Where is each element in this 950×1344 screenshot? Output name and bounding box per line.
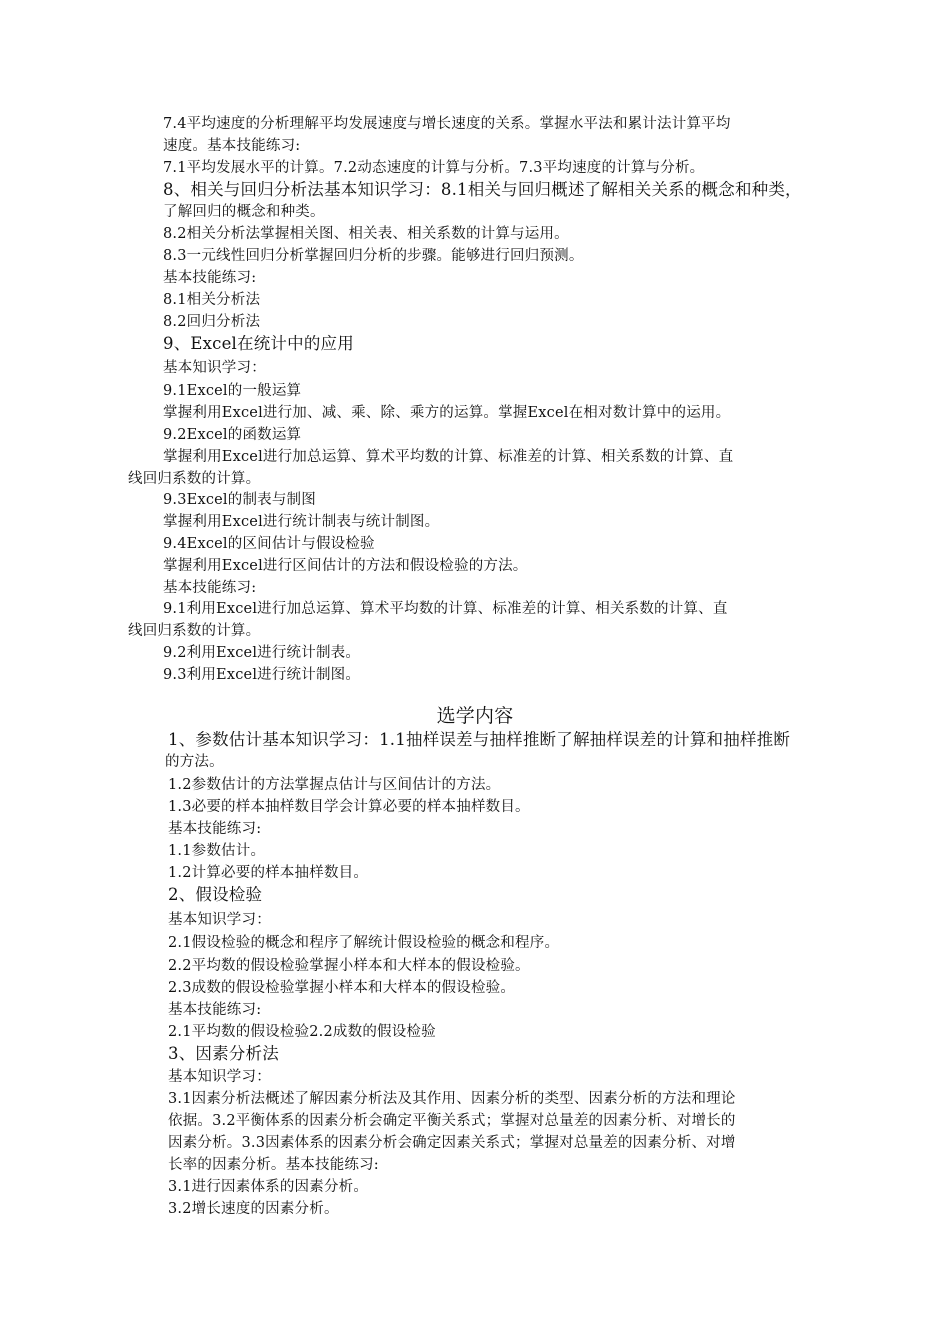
section-heading-8: 8、相关与回归分析法基本知识学习：8.1相关与回归概述了解相关关系的概念和种类，	[163, 180, 802, 199]
text-line: 基本技能练习:	[168, 821, 262, 837]
text-line: 线回归系数的计算。	[128, 471, 261, 487]
text-line: 基本技能练习:	[168, 1002, 262, 1018]
text-line: 2.1假设检验的概念和程序了解统计假设检验的概念和程序。	[168, 935, 560, 951]
text-line: 9.3Excel的制表与制图	[163, 492, 316, 508]
text-line: 9.1Excel的一般运算	[163, 383, 302, 399]
text-line: 9.1利用Excel进行加总运算、算术平均数的计算、标准差的计算、相关系数的计算、直	[163, 601, 728, 617]
section-heading-3: 3、因素分析法	[168, 1044, 279, 1063]
section-heading-2: 2、假设检验	[168, 885, 263, 904]
text-line: 8.2回归分析法	[163, 314, 261, 330]
text-line: 线回归系数的计算。	[128, 623, 261, 639]
text-line: 速度。基本技能练习:	[163, 138, 301, 154]
text-line: 9.4Excel的区间估计与假设检验	[163, 536, 375, 552]
text-line: 8.2相关分析法掌握相关图、相关表、相关系数的计算与运用。	[163, 226, 569, 242]
text-line: 基本知识学习：	[163, 360, 266, 376]
text-line: 基本技能练习:	[163, 270, 257, 286]
text-line: 2.2平均数的假设检验掌握小样本和大样本的假设检验。	[168, 958, 530, 974]
text-line: 基本技能练习:	[163, 580, 257, 596]
text-line: 掌握利用Excel进行加、减、乘、除、乘方的运算。掌握Excel在相对数计算中的运用。	[163, 405, 731, 421]
text-line: 基本知识学习：	[168, 1069, 271, 1085]
text-line: 7.4平均速度的分析理解平均发展速度与增长速度的关系。掌握水平法和累计法计算平均	[163, 116, 731, 132]
text-line: 7.1平均发展水平的计算。7.2动态速度的计算与分析。7.3平均速度的计算与分析。	[163, 160, 705, 176]
section-heading-9: 9、Excel在统计中的应用	[163, 334, 354, 353]
text-line: 9.3利用Excel进行统计制图。	[163, 667, 361, 683]
text-line: 1.2计算必要的样本抽样数目。	[168, 865, 369, 881]
text-line: 的方法。	[165, 754, 224, 770]
text-line: 8.1相关分析法	[163, 292, 261, 308]
text-line: 3.1进行因素体系的因素分析。	[168, 1179, 369, 1195]
text-line: 9.2Excel的函数运算	[163, 427, 302, 443]
text-line: 2.3成数的假设检验掌握小样本和大样本的假设检验。	[168, 980, 516, 996]
text-line: 3.2增长速度的因素分析。	[168, 1201, 339, 1217]
text-line: 掌握利用Excel进行加总运算、算术平均数的计算、标准差的计算、相关系数的计算、直	[163, 449, 734, 465]
text-line: 3.1因素分析法概述了解因素分析法及其作用、因素分析的类型、因素分析的方法和理论	[168, 1091, 736, 1107]
text-line: 因素分析。3.3因素体系的因素分析会确定因素关系式；掌握对总量差的因素分析、对增	[168, 1135, 736, 1151]
text-line: 基本知识学习：	[168, 912, 271, 928]
page-title: 选学内容	[436, 705, 514, 727]
text-line: 9.2利用Excel进行统计制表。	[163, 645, 361, 661]
text-line: 1.1参数估计。	[168, 843, 266, 859]
text-line: 掌握利用Excel进行统计制表与统计制图。	[163, 514, 440, 530]
section-heading-1: 1、参数估计基本知识学习：1.1抽样误差与抽样推断了解抽样误差的计算和抽样推断	[168, 730, 791, 749]
text-line: 8.3一元线性回归分析掌握回归分析的步骤。能够进行回归预测。	[163, 248, 584, 264]
text-line: 了解回归的概念和种类。	[163, 204, 325, 220]
text-line: 2.1平均数的假设检验2.2成数的假设检验	[168, 1024, 436, 1040]
text-line: 长率的因素分析。基本技能练习:	[168, 1157, 379, 1173]
text-line: 1.2参数估计的方法掌握点估计与区间估计的方法。	[168, 777, 501, 793]
text-line: 依据。3.2平衡体系的因素分析会确定平衡关系式；掌握对总量差的因素分析、对增长的	[168, 1113, 736, 1129]
text-line: 1.3必要的样本抽样数目学会计算必要的样本抽样数目。	[168, 799, 530, 815]
text-line: 掌握利用Excel进行区间估计的方法和假设检验的方法。	[163, 558, 528, 574]
